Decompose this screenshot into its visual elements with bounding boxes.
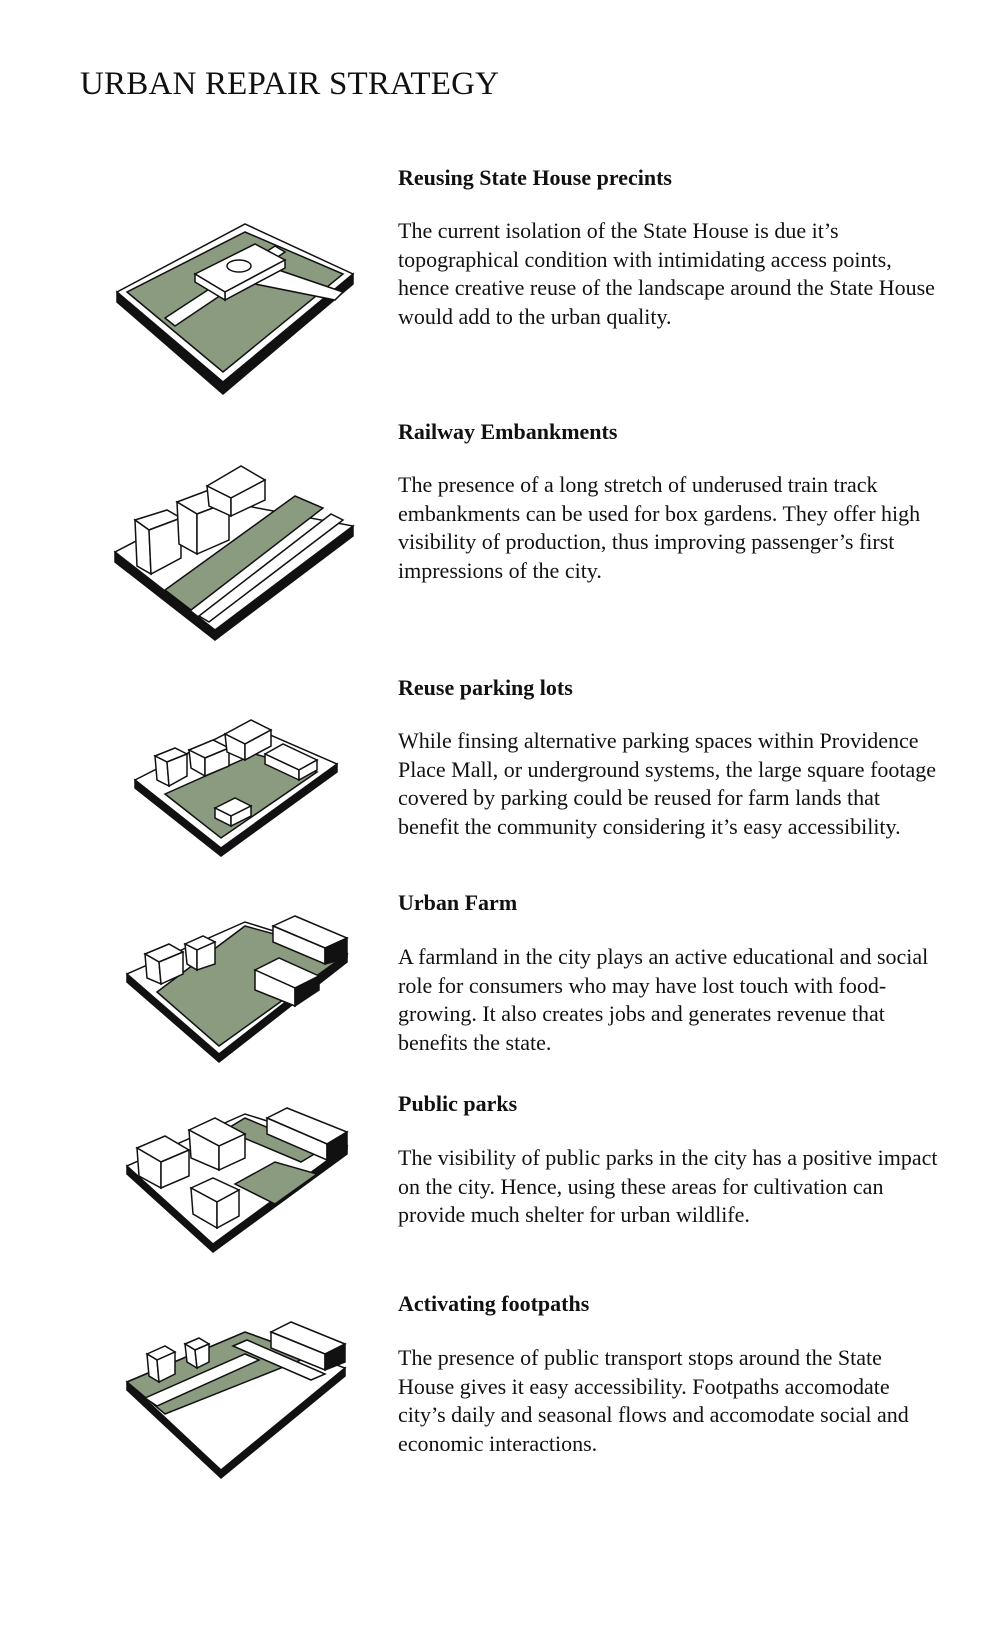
- section-body: While finsing alternative parking spaces within Providence Place Mall, or underground systems, the large square footage covered by parking could be reused for farm lands that benefit the community considering it’s easy accessibility.: [398, 728, 937, 839]
- section-heading: Activating footpaths: [398, 1291, 590, 1316]
- section-body: The presence of public transport stops around the State House gives it easy accessibility. Footpaths accomodate city’s daily and seasonal flows and accomodate social and economic interactions.: [398, 1345, 909, 1456]
- section-body: The visibility of public parks in the city has a positive impact on the city. Hence, using these areas for cultivation can provide much shelter for urban wildlife.: [398, 1145, 938, 1227]
- state-house-block-icon: [105, 222, 375, 412]
- urban-farm-icon: [105, 912, 375, 1072]
- footpath-icon: [105, 1318, 375, 1488]
- section-heading: Railway Embankments: [398, 419, 618, 444]
- section-body: The presence of a long stretch of underused train track embankments can be used for box gardens. They offer high visibility of production, thus improving passenger’s first impressions of the city.: [398, 472, 921, 583]
- section-body: The current isolation of the State House is due it’s topographical condition with intimidating access points, hence creative reuse of the landscape around the State House would add to the urban quality.: [398, 218, 935, 329]
- section-heading: Urban Farm: [398, 890, 518, 915]
- section-body: A farmland in the city plays an active educational and social role for consumers who may have lost touch with food-growing. It also creates jobs and generates revenue that benefits the state.: [398, 944, 929, 1055]
- public-park-icon: [105, 1104, 375, 1264]
- page-title: URBAN REPAIR STRATEGY: [80, 66, 500, 102]
- section-heading: Reusing State House precints: [398, 165, 672, 190]
- section-heading: Public parks: [398, 1091, 518, 1116]
- section-heading: Reuse parking lots: [398, 675, 573, 700]
- parking-lot-icon: [105, 714, 375, 874]
- railway-embankment-icon: [105, 462, 375, 652]
